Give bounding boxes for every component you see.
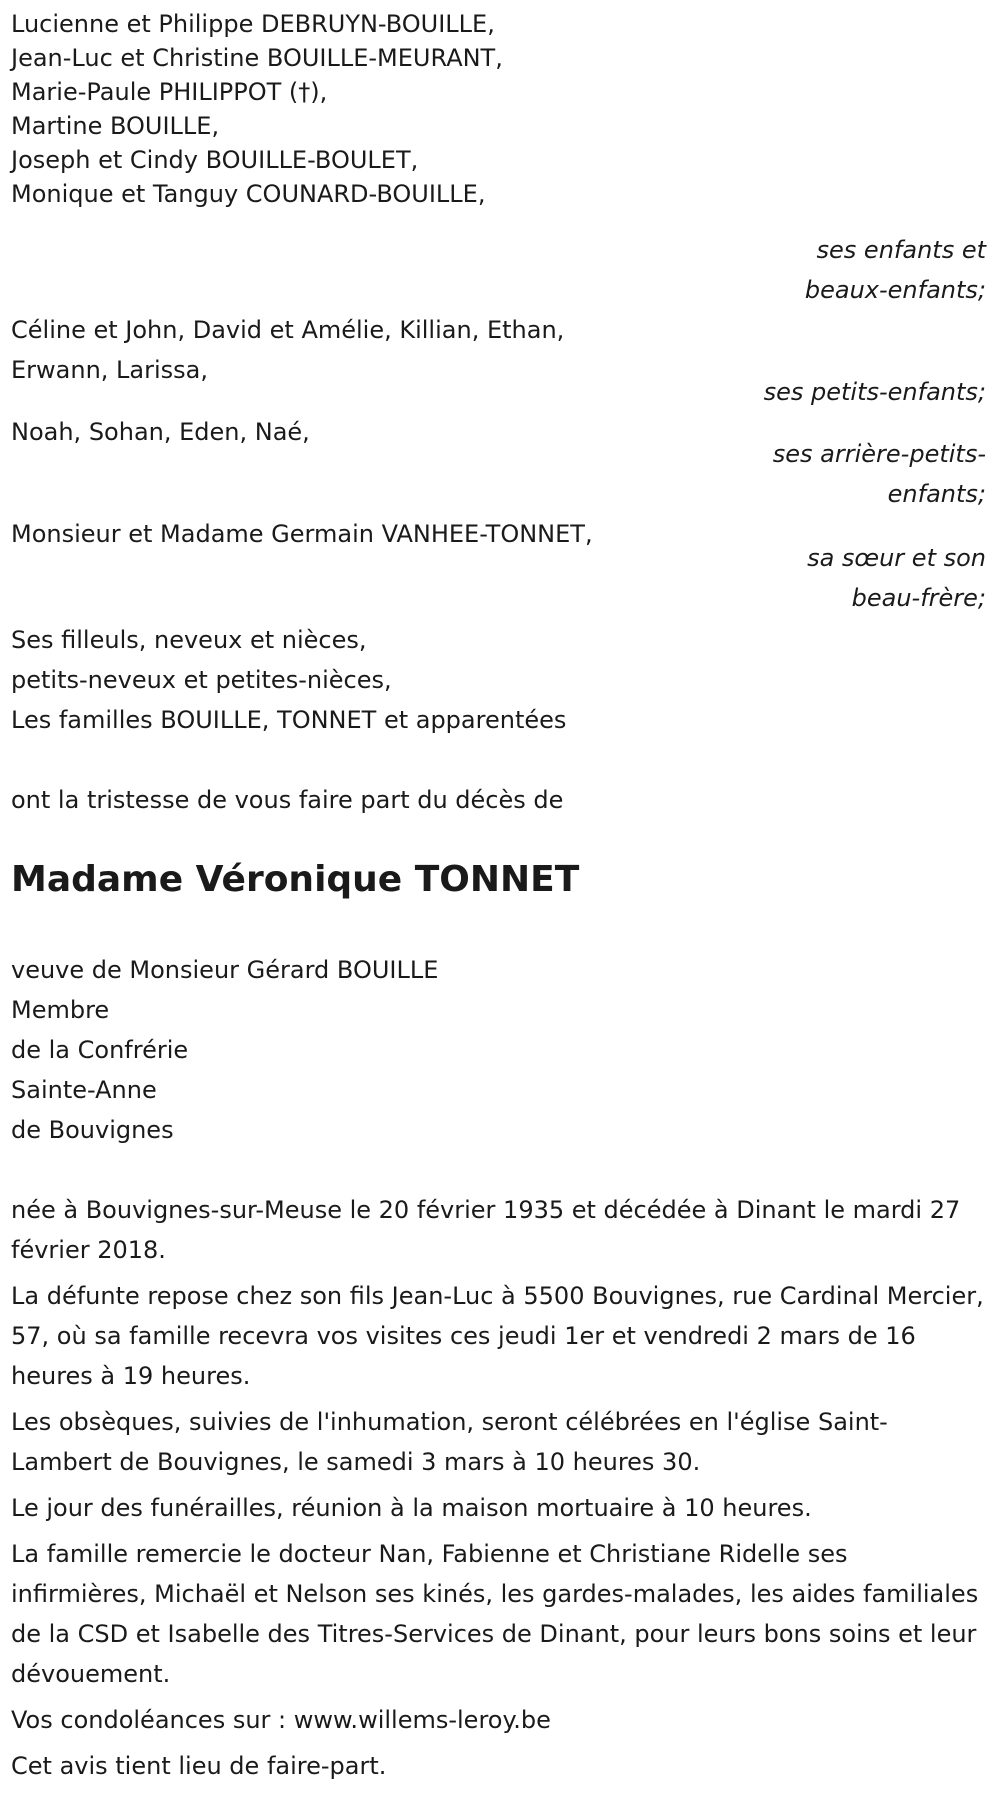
child-line: Joseph et Cindy BOUILLE-BOULET, (11, 146, 419, 174)
deceased-detail: Sainte-Anne (11, 1076, 157, 1104)
sister-line: Monsieur et Madame Germain VANHEE-TONNET, (11, 520, 593, 548)
funeral-paragraph: Les obsèques, suivies de l'inhumation, seront célébrées en l'église Saint-Lambert de Bouvignes, le samedi 3 mars à 10 heures 30. (11, 1408, 888, 1476)
birth-death-paragraph: née à Bouvignes-sur-Meuse le 20 février 1935 et décédée à Dinant le mardi 27 février 2018. (11, 1196, 961, 1264)
grandchildren-line: Erwann, Larissa, (11, 356, 209, 384)
meeting-paragraph: Le jour des funérailles, réunion à la maison mortuaire à 10 heures. (11, 1494, 812, 1522)
deceased-name: Madame Véronique TONNET (11, 859, 580, 900)
others-line: Ses filleuls, neveux et nièces, (11, 626, 367, 654)
child-line: Marie-Paule PHILIPPOT (†), (11, 78, 328, 106)
notice-paragraph: Cet avis tient lieu de faire-part. (11, 1752, 387, 1780)
deceased-detail: veuve de Monsieur Gérard BOUILLE (11, 956, 439, 984)
child-line: Monique et Tanguy COUNARD-BOUILLE, (11, 180, 486, 208)
deceased-detail: de Bouvignes (11, 1116, 174, 1144)
announcement: ont la tristesse de vous faire part du décès de (11, 786, 564, 814)
great-grandchildren-role: enfants; (887, 480, 986, 508)
great-grandchildren-role: ses arrière-petits- (772, 440, 986, 468)
condolences-paragraph: Vos condoléances sur : www.willems-leroy.be (11, 1706, 551, 1734)
children-role: ses enfants et (816, 236, 986, 264)
children-role: beaux-enfants; (804, 276, 986, 304)
great-grandchildren-line: Noah, Sohan, Eden, Naé, (11, 418, 310, 446)
deceased-detail: de la Confrérie (11, 1036, 189, 1064)
grandchildren-role: ses petits-enfants; (763, 378, 986, 406)
deceased-detail: Membre (11, 996, 110, 1024)
child-line: Jean-Luc et Christine BOUILLE-MEURANT, (11, 44, 503, 72)
sister-role: beau-frère; (851, 584, 986, 612)
thanks-paragraph: La famille remercie le docteur Nan, Fabienne et Christiane Ridelle ses infirmières, Michaël et Nelson ses kinés, les gardes-malades, les aides familiales de la CSD et Isabelle des Titres-Services de Dinant, pour leurs bons soins et leur dévouement. (11, 1540, 979, 1688)
grandchildren-line: Céline et John, David et Amélie, Killian, Ethan, (11, 316, 565, 344)
others-line: petits-neveux et petites-nièces, (11, 666, 392, 694)
visitation-paragraph: La défunte repose chez son fils Jean-Luc à 5500 Bouvignes, rue Cardinal Mercier, 57, où sa famille recevra vos visites ces jeudi 1er et vendredi 2 mars de 16 heures à 19 heures. (11, 1282, 984, 1390)
others-line: Les familles BOUILLE, TONNET et apparentées (11, 706, 567, 734)
child-line: Lucienne et Philippe DEBRUYN-BOUILLE, (11, 10, 495, 38)
sister-role: sa sœur et son (807, 544, 986, 572)
child-line: Martine BOUILLE, (11, 112, 220, 140)
